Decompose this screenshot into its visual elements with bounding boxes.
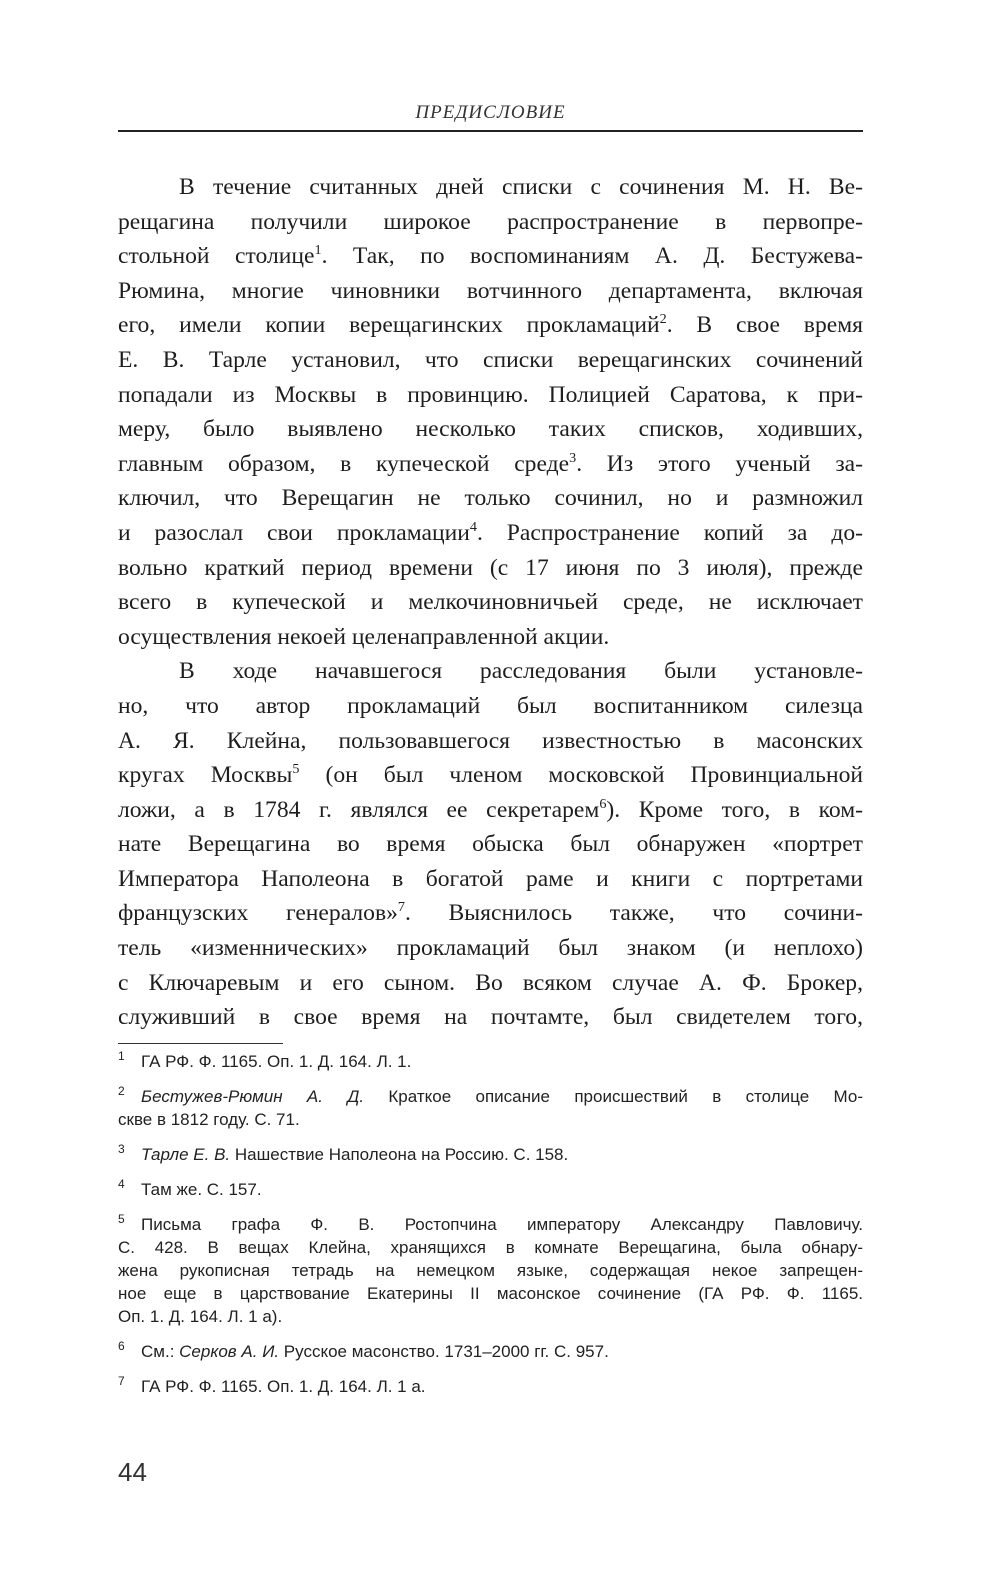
text-line: Императора Наполеона в богатой раме и книги с портретами	[118, 865, 863, 892]
text-line: французских генералов»$^7$. Выяснилось также, что сочини-	[118, 899, 863, 927]
text-line: но, что автор прокламаций был воспитанником силезца	[118, 692, 863, 719]
footnote-text: ное еще в царствование Екатерины II масонское сочинение (ГА РФ. Ф. 1165.	[118, 1284, 863, 1303]
footnote-author: Бестужев-Рюмин А. Д.	[141, 1087, 365, 1106]
footnote-text: Письма графа Ф. В. Ростопчина императору Александру Павловичу.	[141, 1215, 863, 1234]
footnote-ref[interactable]: 4	[469, 519, 477, 536]
text-line: В течение считанных дней списки с сочинения М. Н. Ве-	[179, 174, 863, 200]
text-line: В ходе начавшегося расследования были установле-	[179, 658, 863, 685]
footnote-number: 7	[118, 1374, 125, 1388]
footnote-text: См.: Серков А. И. Русское масонство. 1731–2000 гг. С. 957.	[141, 1342, 609, 1361]
footnote-number: 5	[118, 1212, 125, 1226]
footnote-number: 6	[118, 1339, 125, 1353]
footnote-7	[118, 1375, 863, 1398]
text-line: тель «изменнических» прокламаций был знаком (и неплохо)	[118, 935, 863, 962]
footnote-2	[118, 1085, 863, 1131]
footnote-ref[interactable]: 3	[569, 449, 577, 466]
footnote-separator	[118, 1043, 283, 1044]
footnote-3	[118, 1143, 863, 1166]
footnote-text: жена рукописная тетрадь на немецком языке, содержащая некое запрещен-	[118, 1261, 863, 1280]
text-line: Рюмина, многие чиновники вотчинного департамента, включая	[118, 277, 863, 304]
text-line: стольной столице$^1$. Так, по воспоминаниям А. Д. Бестужева-	[118, 242, 863, 270]
text-line: осуществления некоей целенаправленной акции.	[118, 623, 610, 650]
text-line: ложи, а в 1784 г. являлся ее секретарем$^6$). Кроме того, в ком-	[118, 795, 863, 823]
footnote-text: Тарле Е. В. Нашествие Наполеона на Россию. С. 158.	[141, 1145, 569, 1164]
text-line: нате Верещагина во время обыска был обнаружен «портрет	[118, 831, 863, 858]
footnote-number: 1	[118, 1049, 125, 1063]
footnote-text: ГА РФ. Ф. 1165. Оп. 1. Д. 164. Л. 1 а.	[141, 1377, 426, 1396]
text-line: главным образом, в купеческой среде$^3$. Из этого ученый за-	[118, 449, 863, 477]
text-line: вольно краткий период времени (с 17 июня по 3 июля), прежде	[118, 554, 863, 581]
footnote-text: скве в 1812 году. С. 71.	[118, 1110, 300, 1129]
text-line: меру, было выявлено несколько таких списков, ходивших,	[118, 416, 863, 443]
footnote-author: Тарле Е. В.	[141, 1145, 231, 1164]
header-title: ПРЕДИСЛОВИЕ	[415, 102, 566, 123]
text-line: Е. В. Тарле установил, что списки верещагинских сочинений	[118, 346, 863, 373]
footnote-number: 3	[118, 1142, 125, 1156]
footnote-number: 4	[118, 1177, 125, 1191]
footnote-ref[interactable]: 6	[599, 795, 607, 812]
text-line: ключил, что Верещагин не только сочинил, но и размножил	[118, 485, 863, 512]
text-line: его, имели копии верещагинских прокламаций$^2$. В свое время	[118, 311, 863, 339]
running-header	[118, 98, 863, 132]
footnote-text: Бестужев-Рюмин А. Д. Краткое описание происшествий в столице Мо-	[141, 1087, 863, 1106]
text-line: всего в купеческой и мелкочиновничьей среде, не исключает	[118, 589, 863, 616]
footnote-6	[118, 1340, 863, 1363]
text-line: с Ключаревым и его сыном. Во всяком случае А. Ф. Брокер,	[118, 969, 863, 996]
footnote-number: 2	[118, 1084, 125, 1098]
footnote-text: С. 428. В вещах Клейна, хранящихся в комнате Верещагина, была обнару-	[118, 1238, 863, 1257]
footnote-5	[118, 1213, 863, 1328]
footnote-author: Серков А. И.	[179, 1342, 280, 1361]
footnote-ref[interactable]: 5	[292, 761, 300, 778]
text-line: рещагина получили широкое распространение в первопре-	[118, 208, 863, 235]
text-line: кругах Москвы$^5$ (он был членом московской Провинциальной	[118, 761, 863, 789]
footnote-text: Там же. С. 157.	[141, 1180, 262, 1199]
footnote-ref[interactable]: 1	[314, 242, 322, 259]
text-line: А. Я. Клейна, пользовавшегося известностью в масонских	[118, 727, 863, 754]
footnote-1	[118, 1050, 863, 1073]
paragraph-1	[118, 170, 863, 654]
footnotes	[118, 1050, 863, 1410]
footnote-ref[interactable]: 7	[397, 899, 405, 916]
footnote-text: Оп. 1. Д. 164. Л. 1 а).	[118, 1307, 283, 1326]
footnote-4	[118, 1178, 863, 1201]
footnote-ref[interactable]: 2	[659, 311, 667, 328]
text-line: и разослал свои прокламации$^4$. Распространение копий за до-	[118, 519, 863, 546]
page-number: 44	[118, 1457, 147, 1487]
main-text	[118, 170, 863, 1035]
text-line: попадали из Москвы в провинцию. Полицией Саратова, к при-	[118, 381, 863, 408]
paragraph-2	[118, 654, 863, 1035]
footnote-text: ГА РФ. Ф. 1165. Оп. 1. Д. 164. Л. 1.	[141, 1052, 412, 1071]
text-line: служивший в свое время на почтамте, был свидетелем того,	[118, 1004, 863, 1031]
